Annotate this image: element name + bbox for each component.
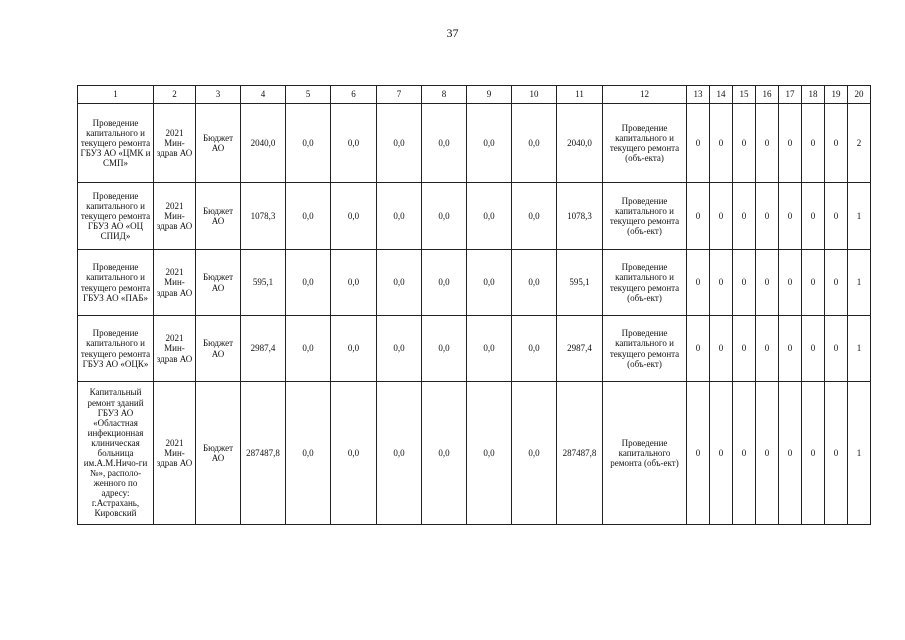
value-cell: 0 — [802, 104, 825, 183]
amount-cell: 0,0 — [467, 316, 512, 382]
value-cell: 0 — [756, 104, 779, 183]
amount-cell: 0,0 — [377, 250, 422, 316]
amount-cell: 0,0 — [331, 316, 377, 382]
amount-cell: 0,0 — [467, 382, 512, 525]
value-cell: 0 — [825, 250, 848, 316]
indicator-cell: Проведение капитального и текущего ремонта (объ-екта) — [603, 104, 687, 183]
column-header: 9 — [467, 86, 512, 104]
value-cell: 0 — [687, 250, 710, 316]
value-cell: 1 — [848, 316, 871, 382]
amount-cell: 0,0 — [331, 250, 377, 316]
table-row — [78, 250, 871, 316]
column-header: 20 — [848, 86, 871, 104]
value-cell: 0 — [733, 104, 756, 183]
value-cell: 0 — [825, 382, 848, 525]
value-cell: 0 — [825, 316, 848, 382]
amount-cell: 1078,3 — [241, 183, 286, 250]
value-cell: 0 — [756, 316, 779, 382]
page-number: 37 — [446, 26, 459, 40]
executor-text: Мин-здрав АО — [156, 343, 193, 364]
value-cell: 0 — [710, 316, 733, 382]
amount-cell: 0,0 — [512, 382, 557, 525]
source-cell: Бюджет АО — [196, 183, 241, 250]
amount-cell: 0,0 — [422, 382, 467, 525]
value-cell: 0 — [710, 250, 733, 316]
column-header: 5 — [286, 86, 331, 104]
executor-text: Мин-здрав АО — [156, 277, 193, 298]
year-cell — [154, 183, 196, 250]
column-header: 2 — [154, 86, 196, 104]
column-header: 14 — [710, 86, 733, 104]
amount-cell: 0,0 — [512, 250, 557, 316]
value-cell: 0 — [687, 382, 710, 525]
amount-cell: 0,0 — [422, 183, 467, 250]
amount-cell: 0,0 — [286, 382, 331, 525]
amount-cell: 0,0 — [286, 316, 331, 382]
value-cell: 0 — [802, 183, 825, 250]
value-cell: 0 — [733, 183, 756, 250]
value-cell: 0 — [756, 250, 779, 316]
activity-name-cell: Проведение капитального и текущего ремонта ГБУЗ АО «ПАБ» — [78, 250, 154, 316]
value-cell: 0 — [802, 382, 825, 525]
year-cell — [154, 316, 196, 382]
indicator-cell: Проведение капитального и текущего ремонта (объ-ект) — [603, 183, 687, 250]
executor-text: Мин-здрав АО — [156, 447, 193, 469]
value-cell: 0 — [710, 104, 733, 183]
table-row — [78, 183, 871, 250]
amount-cell: 0,0 — [286, 250, 331, 316]
value-cell: 0 — [733, 382, 756, 525]
amount-cell: 0,0 — [512, 183, 557, 250]
amount-cell: 287487,8 — [557, 382, 603, 525]
amount-cell: 0,0 — [467, 104, 512, 183]
value-cell: 1 — [848, 250, 871, 316]
year-text: 2021 — [165, 267, 184, 278]
column-header: 1 — [78, 86, 154, 104]
amount-cell: 0,0 — [286, 183, 331, 250]
activity-name-cell: Проведение капитального и текущего ремонта ГБУЗ АО «ЦМК и СМП» — [78, 104, 154, 183]
value-cell: 0 — [779, 382, 802, 525]
amount-cell: 0,0 — [422, 104, 467, 183]
table-row — [78, 382, 871, 525]
column-header: 7 — [377, 86, 422, 104]
value-cell: 0 — [733, 250, 756, 316]
amount-cell: 2987,4 — [241, 316, 286, 382]
amount-cell: 0,0 — [467, 250, 512, 316]
amount-cell: 2987,4 — [557, 316, 603, 382]
column-header: 19 — [825, 86, 848, 104]
value-cell: 1 — [848, 382, 871, 525]
value-cell: 0 — [756, 382, 779, 525]
value-cell: 0 — [779, 183, 802, 250]
amount-cell: 0,0 — [331, 104, 377, 183]
column-header: 8 — [422, 86, 467, 104]
amount-cell: 0,0 — [377, 382, 422, 525]
source-cell: Бюджет АО — [196, 250, 241, 316]
amount-cell: 595,1 — [241, 250, 286, 316]
amount-cell: 0,0 — [331, 183, 377, 250]
amount-cell: 595,1 — [557, 250, 603, 316]
value-cell: 0 — [779, 316, 802, 382]
amount-cell: 0,0 — [512, 316, 557, 382]
amount-cell: 0,0 — [512, 104, 557, 183]
value-cell: 2 — [848, 104, 871, 183]
source-cell: Бюджет АО — [196, 104, 241, 183]
column-header: 17 — [779, 86, 802, 104]
program-table — [77, 85, 871, 525]
activity-name-cell: Проведение капитального и текущего ремонта ГБУЗ АО «ОЦ СПИД» — [78, 183, 154, 250]
year-text: 2021 — [165, 200, 184, 211]
value-cell: 0 — [687, 316, 710, 382]
column-header: 4 — [241, 86, 286, 104]
value-cell: 0 — [779, 104, 802, 183]
indicator-cell: Проведение капитального и текущего ремонта (объ-ект) — [603, 250, 687, 316]
column-header: 11 — [557, 86, 603, 104]
value-cell: 0 — [687, 104, 710, 183]
source-cell: Бюджет АО — [196, 316, 241, 382]
column-header: 15 — [733, 86, 756, 104]
amount-cell: 2040,0 — [241, 104, 286, 183]
source-cell: Бюджет АО — [196, 382, 241, 525]
column-header: 16 — [756, 86, 779, 104]
activity-name-cell: Капитальный ремонт зданий ГБУЗ АО «Областная инфекционная клиническая больница им.А.М.Ничо-ги №», располо-женного по адресу: г.Астрахань, Кировский — [78, 382, 154, 525]
column-header: 6 — [331, 86, 377, 104]
year-cell — [154, 382, 196, 525]
value-cell: 0 — [825, 183, 848, 250]
indicator-cell: Проведение капитального ремонта (объ-ект) — [603, 382, 687, 525]
value-cell: 0 — [733, 316, 756, 382]
column-header: 12 — [603, 86, 687, 104]
executor-text: Мин-здрав АО — [156, 137, 193, 159]
table-row — [78, 316, 871, 382]
value-cell: 0 — [802, 250, 825, 316]
year-text: 2021 — [165, 127, 184, 138]
amount-cell: 2040,0 — [557, 104, 603, 183]
column-header: 10 — [512, 86, 557, 104]
year-cell — [154, 250, 196, 316]
value-cell: 0 — [687, 183, 710, 250]
column-header: 13 — [687, 86, 710, 104]
value-cell: 1 — [848, 183, 871, 250]
value-cell: 0 — [802, 316, 825, 382]
amount-cell: 0,0 — [286, 104, 331, 183]
year-text: 2021 — [165, 437, 184, 448]
value-cell: 0 — [779, 250, 802, 316]
amount-cell: 0,0 — [377, 104, 422, 183]
column-header: 3 — [196, 86, 241, 104]
amount-cell: 0,0 — [331, 382, 377, 525]
value-cell: 0 — [756, 183, 779, 250]
value-cell: 0 — [710, 382, 733, 525]
amount-cell: 0,0 — [377, 183, 422, 250]
amount-cell: 287487,8 — [241, 382, 286, 525]
amount-cell: 0,0 — [422, 316, 467, 382]
year-text: 2021 — [165, 333, 184, 344]
indicator-cell: Проведение капитального и текущего ремонта (объ-ект) — [603, 316, 687, 382]
column-header: 18 — [802, 86, 825, 104]
year-cell — [154, 104, 196, 183]
amount-cell: 1078,3 — [557, 183, 603, 250]
amount-cell: 0,0 — [377, 316, 422, 382]
amount-cell: 0,0 — [422, 250, 467, 316]
value-cell: 0 — [710, 183, 733, 250]
header-row — [78, 86, 871, 104]
table-row — [78, 104, 871, 183]
activity-name-cell: Проведение капитального и текущего ремонта ГБУЗ АО «ОЦК» — [78, 316, 154, 382]
executor-text: Мин-здрав АО — [156, 210, 193, 232]
value-cell: 0 — [825, 104, 848, 183]
amount-cell: 0,0 — [467, 183, 512, 250]
